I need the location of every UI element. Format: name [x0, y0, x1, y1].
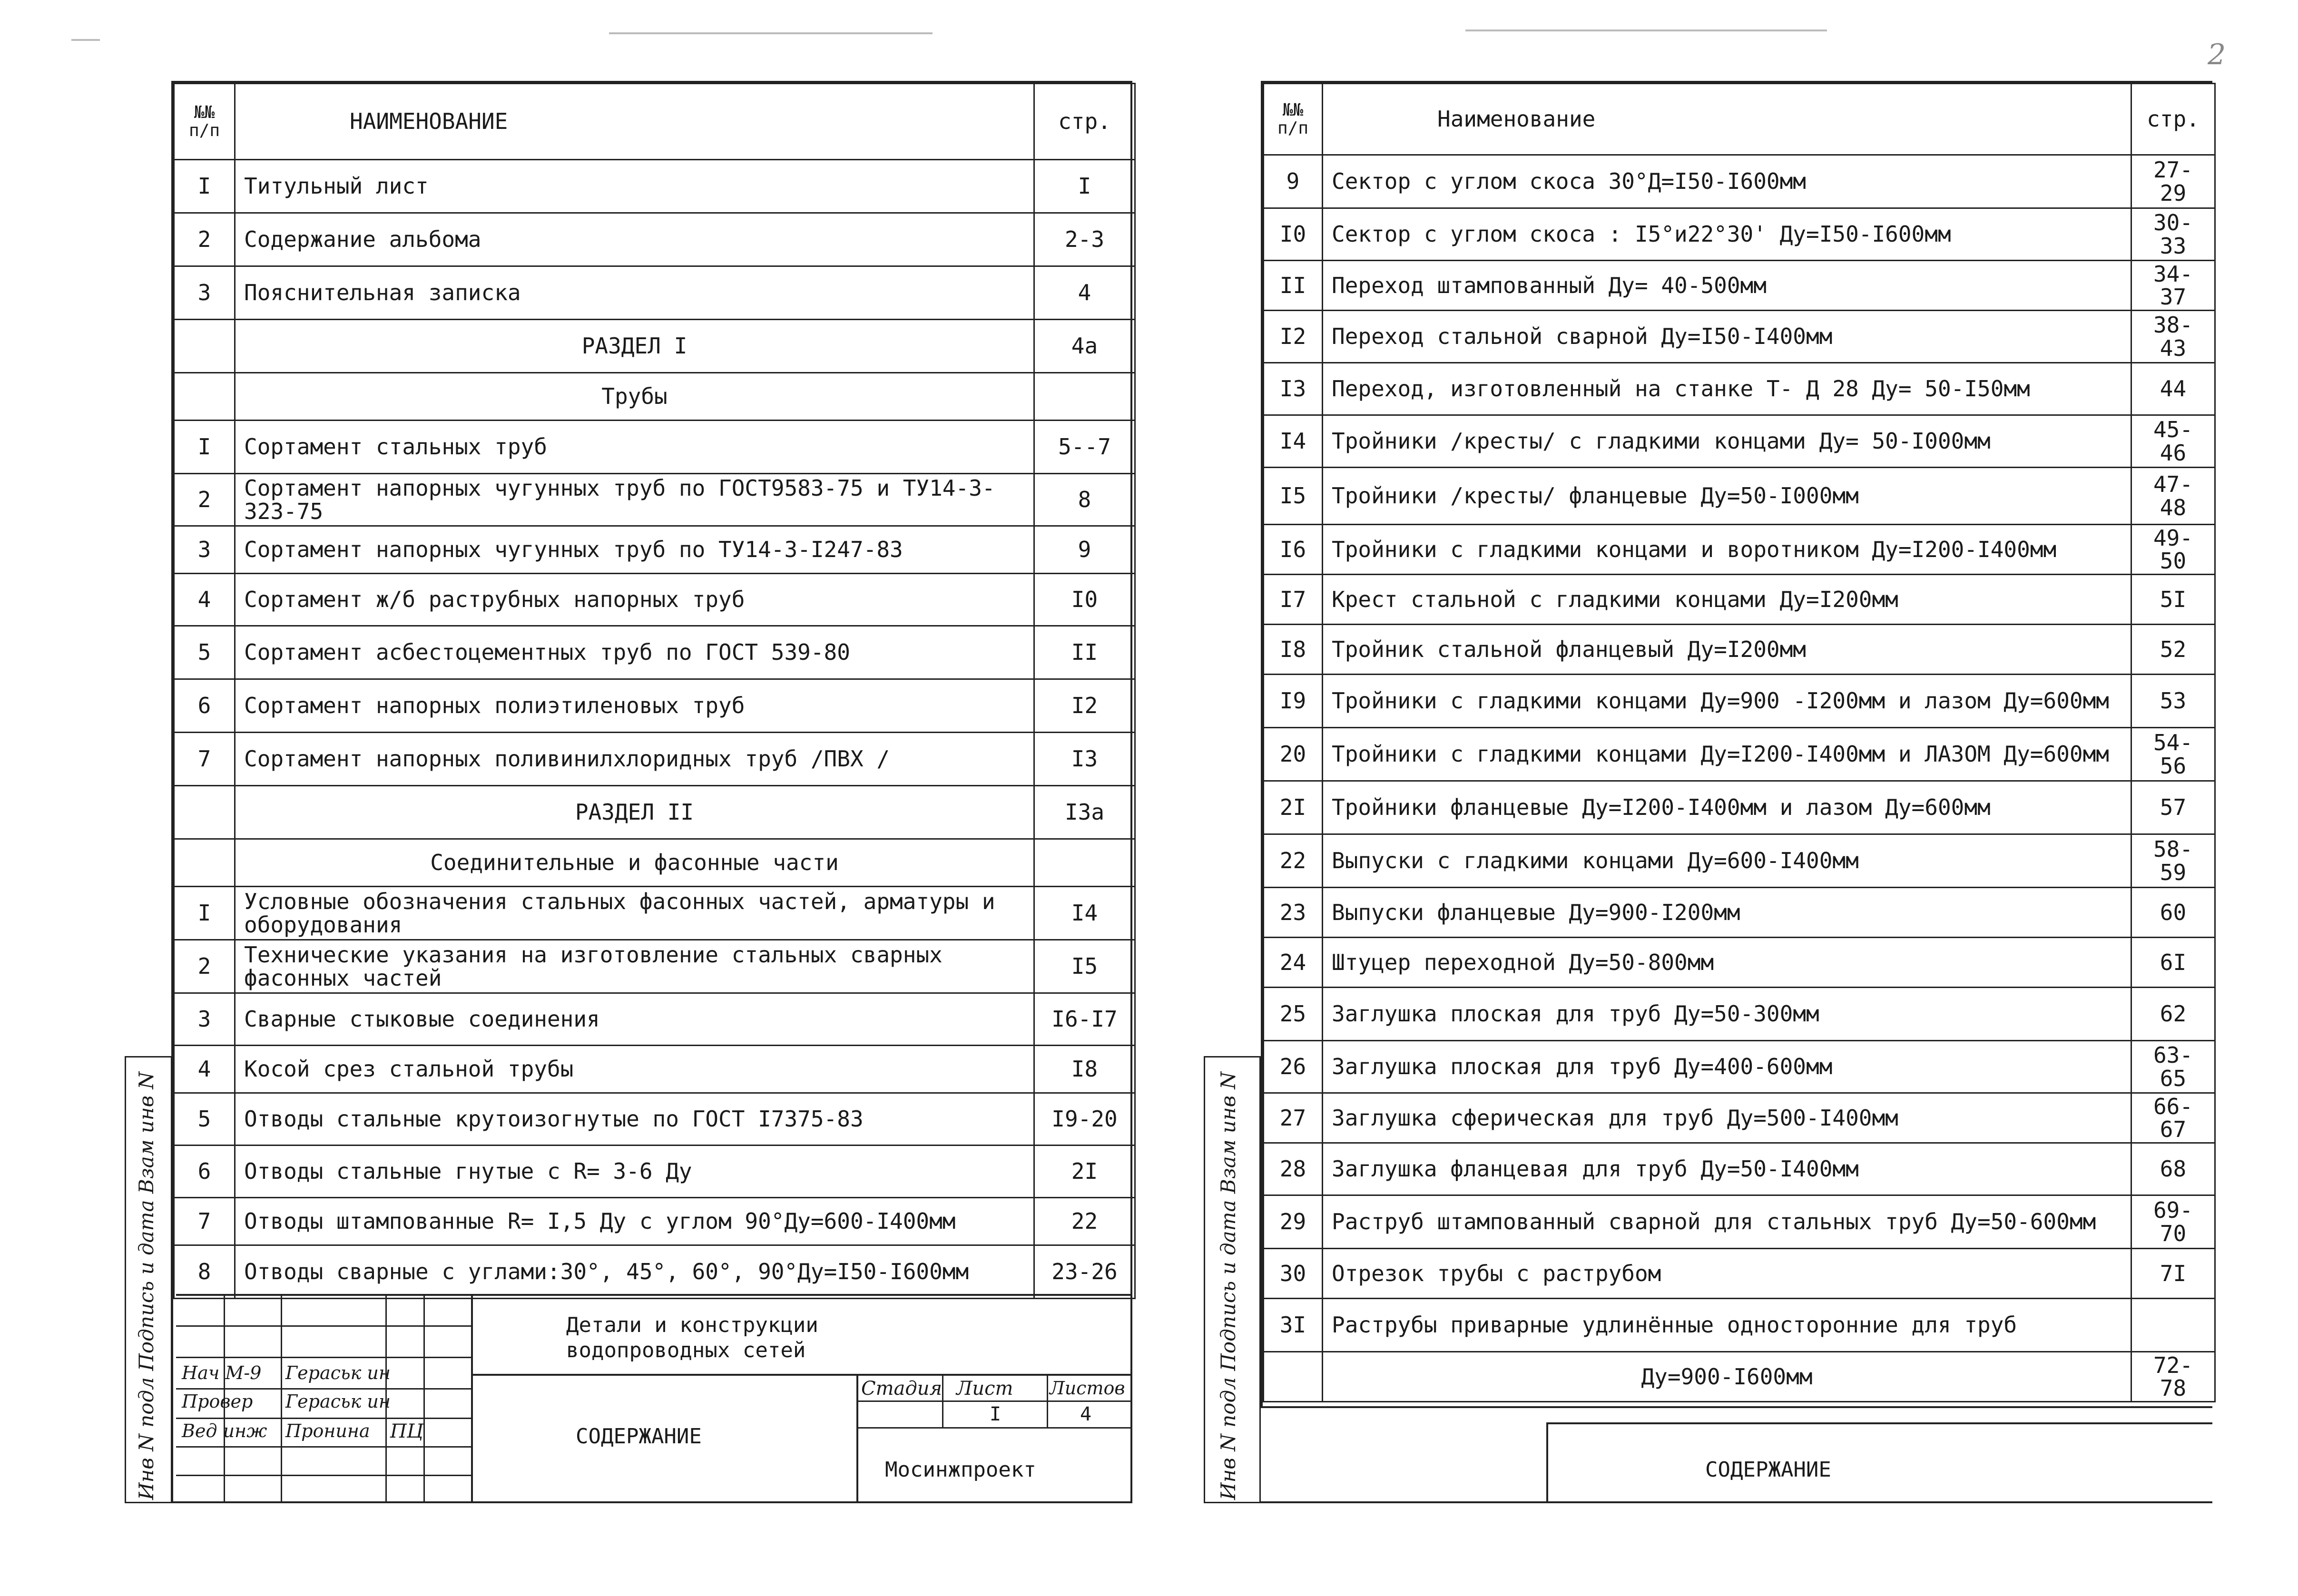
row-title: Заглушка фланцевая для труб Ду=50-I400мм	[1323, 1143, 2131, 1195]
table-row	[1264, 1093, 2215, 1143]
table-row	[174, 679, 1135, 733]
row-number: I0	[1264, 208, 1323, 261]
stamp-role: Вед инж	[182, 1420, 267, 1441]
row-number: 27	[1264, 1093, 1323, 1143]
row-title: Тройники с гладкими концами и воротником Ду=I200-I400мм	[1323, 525, 2131, 575]
row-title: Сортамент ж/б раструбных напорных труб	[235, 574, 1034, 626]
table-row	[1264, 1143, 2215, 1195]
table-row	[1264, 1299, 2215, 1352]
stamp-stage-label: Стадия	[861, 1378, 942, 1400]
stamp-sheet-label: Лист	[956, 1378, 1013, 1400]
row-page	[1034, 373, 1135, 421]
row-title: Сектор с углом скоса : I5°и22°30' Ду=I50-I600мм	[1323, 208, 2131, 261]
row-title: Сортамент напорных чугунных труб по ТУ14-3-I247-83	[235, 526, 1034, 574]
row-page: 60	[2131, 888, 2215, 938]
stamp-document-name: СОДЕРЖАНИЕ	[1705, 1458, 1831, 1482]
row-number: 4	[174, 1046, 235, 1093]
table-row	[174, 266, 1135, 320]
row-page	[1034, 839, 1135, 887]
table-row	[1264, 261, 2215, 311]
table-row	[174, 1245, 1135, 1299]
table-row	[1264, 208, 2215, 261]
row-page: 2-3	[1034, 213, 1135, 266]
row-page: 8	[1034, 474, 1135, 526]
table-row	[174, 526, 1135, 574]
row-number	[174, 786, 235, 839]
row-number: 9	[1264, 155, 1323, 208]
scan-mark	[609, 32, 933, 34]
row-page: 57	[2131, 781, 2215, 834]
row-page: 27-29	[2131, 155, 2215, 208]
section-heading: Ду=900-I600мм	[1323, 1352, 2131, 1402]
row-page: 44	[2131, 363, 2215, 415]
row-page: 72-78	[2131, 1352, 2215, 1402]
row-title: Отрезок трубы с раструбом	[1323, 1249, 2131, 1299]
table-row	[174, 940, 1135, 993]
row-title: Переход, изготовленный на станке Т- Д 28 Ду= 50-I50мм	[1323, 363, 2131, 415]
table-row	[174, 993, 1135, 1046]
stamp-signature: ПЦ	[390, 1420, 423, 1442]
row-page	[2131, 1299, 2215, 1352]
page-number-mark: 2	[2208, 38, 2226, 71]
table-row	[174, 474, 1135, 526]
row-title: Отводы сварные с углами:30°, 45°, 60°, 90°Ду=I50-I600мм	[235, 1245, 1034, 1299]
row-page: 23-26	[1034, 1245, 1135, 1299]
table-row	[174, 839, 1135, 887]
row-number: 8	[174, 1245, 235, 1299]
row-number: 7	[174, 733, 235, 786]
table-row	[174, 320, 1135, 373]
row-page: II	[1034, 626, 1135, 679]
row-page: 69-70	[2131, 1195, 2215, 1249]
row-title: Раструбы приварные удлинённые односторонние для труб	[1323, 1299, 2131, 1352]
right-contents-table	[1263, 83, 2216, 1402]
row-title: Сортамент напорных поливинилхлоридных труб /ПВХ /	[235, 733, 1034, 786]
table-row	[174, 421, 1135, 474]
row-title: Отводы стальные гнутые с R= 3-6 Ду	[235, 1146, 1034, 1198]
stamp-organization: Мосинжпроект	[885, 1458, 1036, 1482]
right-side-label: Инв N подл Подпись и дата Взам инв N	[1217, 1071, 1240, 1500]
row-number: 2	[174, 940, 235, 993]
row-page: 53	[2131, 675, 2215, 728]
row-number: 2	[174, 213, 235, 266]
row-title: Отводы штампованные R= I,5 Ду с углом 90°Ду=600-I400мм	[235, 1198, 1034, 1245]
row-title: Сортамент напорных полиэтиленовых труб	[235, 679, 1034, 733]
table-row	[174, 1198, 1135, 1245]
table-row	[1264, 1195, 2215, 1249]
row-title: Заглушка плоская для труб Ду=50-300мм	[1323, 988, 2131, 1041]
row-number: I4	[1264, 415, 1323, 468]
table-row	[1264, 155, 2215, 208]
row-page: I9-20	[1034, 1093, 1135, 1146]
stamp-role: Провер	[182, 1391, 253, 1412]
table-row	[1264, 1249, 2215, 1299]
row-page: 22	[1034, 1198, 1135, 1245]
row-number: 29	[1264, 1195, 1323, 1249]
row-page: 7I	[2131, 1249, 2215, 1299]
row-number: I	[174, 160, 235, 213]
row-number: II	[1264, 261, 1323, 311]
row-number: 7	[174, 1198, 235, 1245]
row-title: Тройники /кресты/ фланцевые Ду=50-I000мм	[1323, 468, 2131, 525]
row-title: Тройники /кресты/ с гладкими концами Ду= 50-I000мм	[1323, 415, 2131, 468]
row-number: 20	[1264, 728, 1323, 781]
row-title: Сортамент напорных чугунных труб по ГОСТ9583-75 и ТУ14-3-323-75	[235, 474, 1034, 526]
row-title: Содержание альбома	[235, 213, 1034, 266]
table-row	[174, 160, 1135, 213]
row-page: 66-67	[2131, 1093, 2215, 1143]
section-heading: РАЗДЕЛ II	[235, 786, 1034, 839]
row-page: I2	[1034, 679, 1135, 733]
row-page: 38-43	[2131, 311, 2215, 363]
row-number: 24	[1264, 938, 1323, 988]
table-row	[1264, 728, 2215, 781]
row-number: I3	[1264, 363, 1323, 415]
table-row	[1264, 1352, 2215, 1402]
stamp-sheets-count: 4	[1080, 1403, 1092, 1425]
col-num-header: №№ п/п	[174, 84, 235, 160]
row-number: 22	[1264, 834, 1323, 888]
table-row	[174, 1046, 1135, 1093]
row-number: I5	[1264, 468, 1323, 525]
row-page: 5--7	[1034, 421, 1135, 474]
row-number: 30	[1264, 1249, 1323, 1299]
table-row	[1264, 363, 2215, 415]
row-title: Косой срез стальной трубы	[235, 1046, 1034, 1093]
row-title: Выпуски фланцевые Ду=900-I200мм	[1323, 888, 2131, 938]
row-number: I7	[1264, 575, 1323, 625]
row-number: I8	[1264, 625, 1323, 675]
row-number: 3	[174, 266, 235, 320]
row-title: Тройники фланцевые Ду=I200-I400мм и лазом Ду=600мм	[1323, 781, 2131, 834]
row-number: 28	[1264, 1143, 1323, 1195]
row-page: 45-46	[2131, 415, 2215, 468]
row-page: 62	[2131, 988, 2215, 1041]
row-title: Технические указания на изготовление стальных сварных фасонных частей	[235, 940, 1034, 993]
table-row	[1264, 311, 2215, 363]
col-num-header: №№ п/п	[1264, 84, 1323, 155]
row-number: 5	[174, 626, 235, 679]
left-sheet	[171, 81, 1132, 1503]
row-page: I3а	[1034, 786, 1135, 839]
row-page: I	[1034, 160, 1135, 213]
row-number	[174, 839, 235, 887]
row-page: I3	[1034, 733, 1135, 786]
scan-mark	[1465, 29, 1827, 31]
row-number: I9	[1264, 675, 1323, 728]
table-row	[1264, 938, 2215, 988]
stamp-role: Нач М-9	[182, 1362, 262, 1383]
row-number	[174, 320, 235, 373]
table-row	[1264, 1041, 2215, 1093]
row-title: Крест стальной с гладкими концами Ду=I200мм	[1323, 575, 2131, 625]
stamp-person: Гераськ ин	[285, 1391, 391, 1412]
row-title: Условные обозначения стальных фасонных частей, арматуры и оборудования	[235, 887, 1034, 940]
row-page: 58-59	[2131, 834, 2215, 888]
row-number: I2	[1264, 311, 1323, 363]
right-side-strip	[1204, 1056, 1261, 1503]
row-page: I0	[1034, 574, 1135, 626]
stamp-sheet-number: I	[990, 1403, 1002, 1425]
table-row	[1264, 988, 2215, 1041]
table-row	[1264, 625, 2215, 675]
row-title: Заглушка плоская для труб Ду=400-600мм	[1323, 1041, 2131, 1093]
row-title: Сварные стыковые соединения	[235, 993, 1034, 1046]
row-number: 5	[174, 1093, 235, 1146]
row-page: 6I	[2131, 938, 2215, 988]
table-row	[1264, 834, 2215, 888]
row-title: Переход штампованный Ду= 40-500мм	[1323, 261, 2131, 311]
table-row	[174, 574, 1135, 626]
row-page: 4а	[1034, 320, 1135, 373]
row-page: 63-65	[2131, 1041, 2215, 1093]
row-page: I6-I7	[1034, 993, 1135, 1046]
row-title: Отводы стальные крутоизогнутые по ГОСТ I7375-83	[235, 1093, 1034, 1146]
table-row	[174, 1146, 1135, 1198]
row-title: Заглушка сферическая для труб Ду=500-I400мм	[1323, 1093, 2131, 1143]
table-row	[174, 213, 1135, 266]
row-title: Тройники с гладкими концами Ду=I200-I400мм и ЛАЗОМ Ду=600мм	[1323, 728, 2131, 781]
row-title: Тройники с гладкими концами Ду=900 -I200мм и лазом Ду=600мм	[1323, 675, 2131, 728]
row-number: 3	[174, 526, 235, 574]
row-number: I	[174, 887, 235, 940]
table-row	[1264, 675, 2215, 728]
table-header	[174, 84, 1135, 160]
row-number: 2	[174, 474, 235, 526]
section-heading: РАЗДЕЛ I	[235, 320, 1034, 373]
section-heading: Трубы	[235, 373, 1034, 421]
table-row	[174, 1093, 1135, 1146]
row-page: I5	[1034, 940, 1135, 993]
row-page: 54-56	[2131, 728, 2215, 781]
row-title: Сектор с углом скоса 30°Д=I50-I600мм	[1323, 155, 2131, 208]
table-row	[174, 733, 1135, 786]
row-page: 2I	[1034, 1146, 1135, 1198]
table-header	[1264, 84, 2215, 155]
right-sheet	[1261, 81, 2212, 1408]
row-number: 6	[174, 679, 235, 733]
row-page: 30-33	[2131, 208, 2215, 261]
right-title-block	[1546, 1422, 2212, 1503]
row-number: 4	[174, 574, 235, 626]
left-contents-table	[173, 83, 1136, 1299]
stamp-person: Гераськ ин	[285, 1362, 391, 1383]
row-number: I6	[1264, 525, 1323, 575]
left-side-strip	[125, 1056, 172, 1503]
col-name-header: Наименование	[1323, 84, 2131, 155]
row-title: Штуцер переходной Ду=50-800мм	[1323, 938, 2131, 988]
row-page: I8	[1034, 1046, 1135, 1093]
right-bottom-line	[1261, 1501, 2212, 1503]
col-page-header: стр.	[1034, 84, 1135, 160]
row-title: Раструб штампованный сварной для стальных труб Ду=50-600мм	[1323, 1195, 2131, 1249]
table-row	[1264, 575, 2215, 625]
row-number: 6	[174, 1146, 235, 1198]
row-page: 34-37	[2131, 261, 2215, 311]
table-row	[1264, 415, 2215, 468]
row-page: 52	[2131, 625, 2215, 675]
table-row	[1264, 525, 2215, 575]
stamp-person: Пронина	[285, 1420, 370, 1441]
row-number	[1264, 1352, 1323, 1402]
row-title: Тройник стальной фланцевый Ду=I200мм	[1323, 625, 2131, 675]
row-title: Пояснительная записка	[235, 266, 1034, 320]
row-page: 4	[1034, 266, 1135, 320]
row-number: 23	[1264, 888, 1323, 938]
table-row	[1264, 781, 2215, 834]
row-page: 5I	[2131, 575, 2215, 625]
row-title: Сортамент асбестоцементных труб по ГОСТ 539-80	[235, 626, 1034, 679]
row-number: 3	[174, 993, 235, 1046]
row-page: 49-50	[2131, 525, 2215, 575]
scan-mark	[71, 39, 100, 41]
col-page-header: стр.	[2131, 84, 2215, 155]
table-row	[1264, 888, 2215, 938]
row-title: Выпуски с гладкими концами Ду=600-I400мм	[1323, 834, 2131, 888]
left-title-block	[176, 1294, 1130, 1501]
row-number: I	[174, 421, 235, 474]
row-title: Переход стальной сварной Ду=I50-I400мм	[1323, 311, 2131, 363]
table-row	[174, 887, 1135, 940]
table-row	[174, 786, 1135, 839]
row-number: 2I	[1264, 781, 1323, 834]
row-page: 9	[1034, 526, 1135, 574]
row-title: Сортамент стальных труб	[235, 421, 1034, 474]
row-number: 26	[1264, 1041, 1323, 1093]
row-number: 3I	[1264, 1299, 1323, 1352]
row-page: 68	[2131, 1143, 2215, 1195]
table-row	[174, 626, 1135, 679]
row-page: 47-48	[2131, 468, 2215, 525]
stamp-sheets-label: Листов	[1050, 1378, 1125, 1399]
left-side-label: Инв N подл Подпись и дата Взам инв N	[135, 1071, 158, 1500]
row-number	[174, 373, 235, 421]
table-row	[1264, 468, 2215, 525]
col-name-header: НАИМЕНОВАНИЕ	[235, 84, 1034, 160]
stamp-document-name: СОДЕРЖАНИЕ	[576, 1424, 702, 1449]
section-heading: Соединительные и фасонные части	[235, 839, 1034, 887]
row-page: I4	[1034, 887, 1135, 940]
stamp-project-title: Детали и конструкции водопроводных сетей	[566, 1313, 818, 1362]
table-row	[174, 373, 1135, 421]
row-number: 25	[1264, 988, 1323, 1041]
row-title: Титульный лист	[235, 160, 1034, 213]
